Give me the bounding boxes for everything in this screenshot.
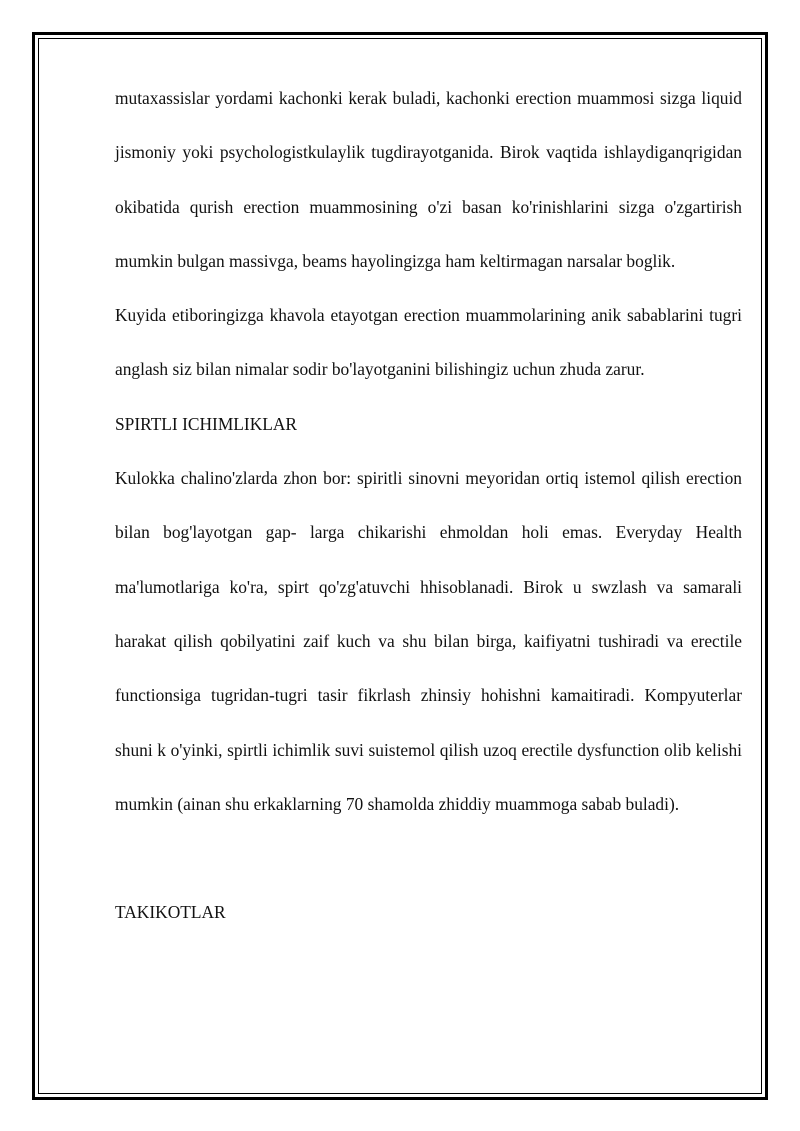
paragraph-3: Kulokka chalino'zlarda zhon bor: spiritli sinovni meyoridan ortiq istemol qilish erection bilan bog'layotgan gap- larga chikarishi ehmoldan holi emas. Everyday Health ma'lumotlariga ko'ra, spirt qo'zg'atuvchi hhisoblanadi. Birok u swzlash va samarali harakat qilish qobilyatini zaif kuch va shu bilan birga, kaifiyatni tushiradi va erectile functionsiga tugridan-tugri tasir fikrlash zhinsiy hohishni kamaitiradi. Kompyuterlar shuni k o'yinki, spirtli ichimlik suvi suistemol qilish uzoq erectile dysfunction olib kelishi mumkin (ainan shu erkaklarning 70 shamolda zhiddiy muammoga sabab buladi).: [115, 468, 742, 814]
section-heading-takikotlar: TAKIKOTLAR: [115, 902, 226, 923]
paragraph-spacer: [115, 831, 742, 885]
paragraph-2: Kuyida etiboringizga khavola etayotgan erection muammolarining anik sabablarini tugri anglash siz bilan nimalar sodir bo'layotganini bilishingiz uchun zhuda zarur.: [115, 305, 742, 380]
document-body: [115, 71, 742, 939]
section-heading-spirtli-ichimliklar: SPIRTLI ICHIMLIKLAR: [115, 413, 298, 434]
paragraph-1: mutaxassislar yordami kachonki kerak buladi, kachonki erection muammosi sizga liquid jismoniy yoki psychologistkulaylik tugdirayotganida. Birok vaqtida ishlaydiganqrigidan okibatida qurish erection muammosining o'zi basan ko'rinishlarini sizga o'zgartirish mumkin bulgan massivga, beams hayolingizga ham keltirmagan narsalar boglik.: [115, 88, 742, 271]
